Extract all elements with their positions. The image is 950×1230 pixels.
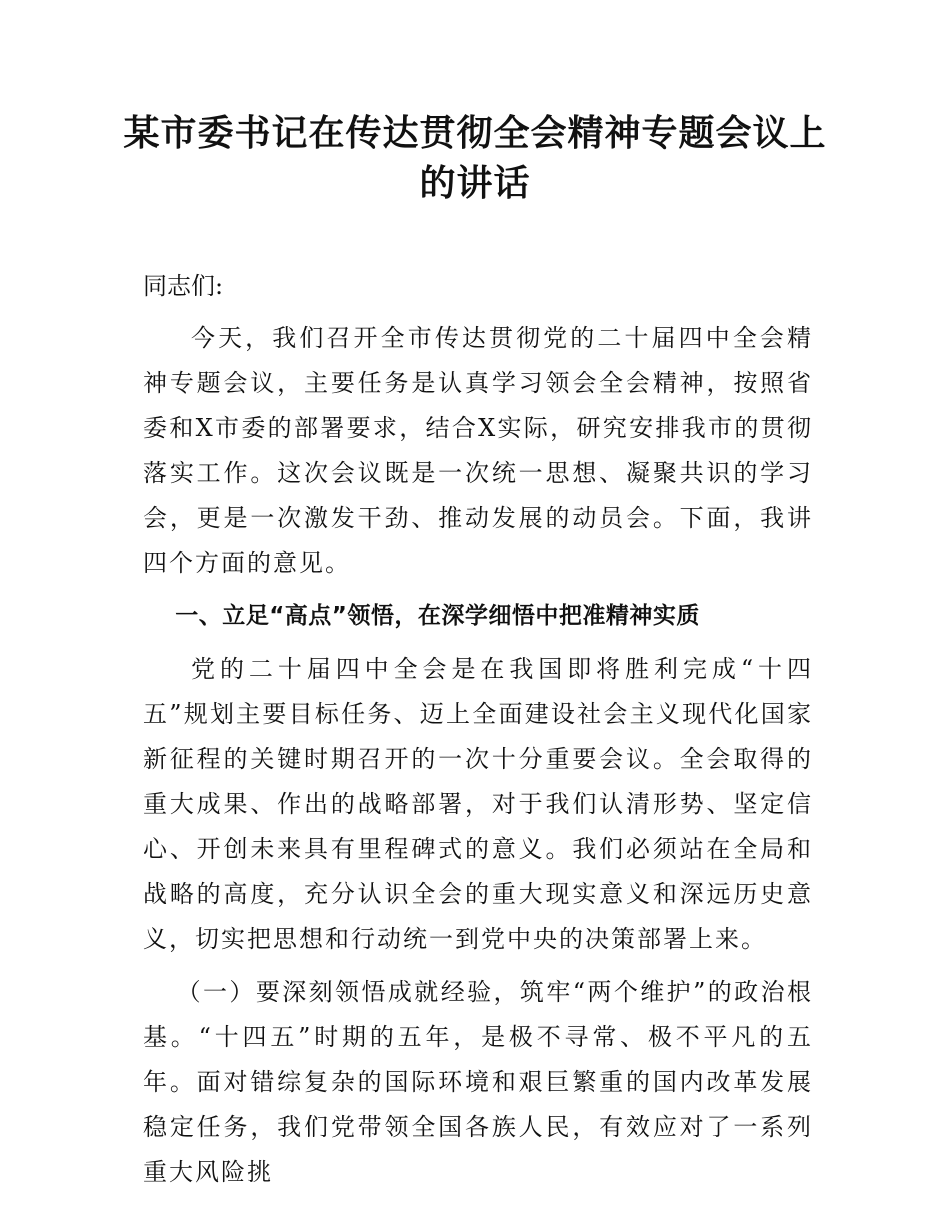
document-title: 某市委书记在传达贯彻全会精神专题会议上的讲话 xyxy=(123,112,827,204)
paragraph-section-1: 党的二十届四中全会是在我国即将胜利完成“十四五”规划主要目标任务、迈上全面建设社会主义现代化国家新征程的关键时期召开的一次十分重要会议。全会取得的重大成果、作出的战略部署，对于我们认清形势、坚定信心、开创未来具有里程碑式的意义。我们必须站在全局和战略的高度，充分认识全会的重大现实意义和深远历史意义，切实把思想和行动统一到党中央的决策部署上来。 xyxy=(143,655,813,953)
document-body xyxy=(143,264,813,1195)
salutation: 同志们: xyxy=(143,272,224,300)
paragraph-intro: 今天，我们召开全市传达贯彻党的二十届四中全会精神专题会议，主要任务是认真学习领会全会精神，按照省委和X市委的部署要求，结合X实际，研究安排我市的贯彻落实工作。这次会议既是一次统一思想、凝聚共识的学习会，更是一次激发干劲、推动发展的动员会。下面，我讲四个方面的意见。 xyxy=(143,324,813,577)
paragraph-subsection-1: （一）要深刻领悟成就经验，筑牢“两个维护”的政治根基。“十四五”时期的五年，是极不寻常、极不平凡的五年。面对错综复杂的国际环境和艰巨繁重的国内改革发展稳定任务，我们党带领全国各族人民，有效应对了一系列重大风险挑 xyxy=(143,978,813,1186)
section-heading-1: 一、立足“高点”领悟，在深学细悟中把准精神实质 xyxy=(175,603,700,629)
